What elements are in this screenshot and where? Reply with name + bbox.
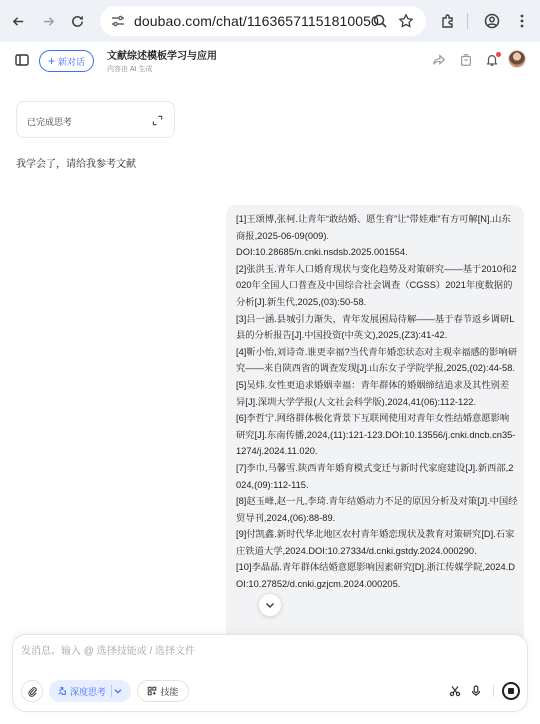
user-message: 我学会了，请给我参考文献: [16, 159, 136, 170]
skills-label: 技能: [160, 686, 179, 697]
zoom-icon[interactable]: [372, 13, 388, 29]
forward-icon[interactable]: [33, 6, 63, 36]
attach-button[interactable]: [21, 680, 43, 702]
share-icon[interactable]: [432, 53, 446, 67]
back-icon[interactable]: [3, 6, 33, 36]
menu-icon[interactable]: [507, 6, 537, 36]
reference-item: [1]王颂博,张柯.让青年“敢结婚、愿生育”让“带娃难”有方可解[N].山东商报,2025-06-09(009).: [236, 214, 511, 241]
message-input[interactable]: [21, 643, 501, 659]
reload-icon[interactable]: [62, 6, 92, 36]
new-chat-button[interactable]: [39, 50, 94, 72]
reference-item: [5]吴炜.女性更追求婚姻幸福：青年群体的婚姻缔结追求及其性别差异[J].深圳大学学报(人文社会科学版),2024,41(06):112-122.: [236, 379, 510, 407]
reference-item: [4]靳小怡,刘诗奇.谁更幸福?当代青年婚恋状态对主观幸福感的影响研究——来自陕西省的调查发现[J].山东女子学院学报,2025,(02):44-58.: [236, 346, 517, 374]
chat-title[interactable]: 文献综述模板学习与应用: [107, 51, 217, 62]
reference-item: [6]李哲宁.网络群体极化背景下互联网使用对青年女性结婚意愿影响研究[J].东南传播,2024,(11):121-123.DOI:10.13556/j.cnki.dncb.cn35-1274/j.2024.11.020.: [236, 413, 516, 457]
ai-generated-note: 内容由 AI 生成: [107, 66, 153, 73]
reference-item: [3]吕一涵.县城引力渐失，青年发展困局待解——基于春节返乡调研L县的分析报告[J].中国投资(中英文),2025,(Z3):41-42.: [236, 313, 515, 341]
chat-title-block: [107, 47, 217, 74]
notification-dot: [496, 52, 501, 57]
expand-icon[interactable]: [152, 115, 163, 126]
chevron-down-icon: [264, 599, 276, 611]
deep-think-label: 深度思考: [70, 686, 107, 697]
skills-grid-icon: [147, 686, 157, 696]
reference-item: [2]张洪玉.青年人口婚育现状与变化趋势及对策研究——基于2010和2020年全国人口普查及中国综合社会调查（CGSS）2021年度数据的分析[J].新生代,2025,(03):50-58.: [236, 263, 517, 307]
composer-divider: [493, 685, 494, 697]
reference-item: DOI:10.28685/n.cnki.nsdsb.2025.001554.: [236, 247, 408, 258]
skills-button[interactable]: [137, 680, 189, 702]
url-text[interactable]: doubao.com/chat/11636571151810050: [134, 13, 379, 29]
reference-item: [9]付凯鑫.新时代华北地区农村青年婚恋现状及教育对策研究[D].石家庄铁道大学,2024.DOI:10.27334/d.cnki.gstdy.2024.000290.: [236, 529, 515, 556]
assistant-reference-bubble: [226, 205, 524, 645]
deep-think-icon: [57, 686, 67, 696]
browser-toolbar: [0, 0, 540, 42]
toolbar-divider: [467, 13, 468, 29]
message-composer: [12, 634, 528, 712]
reference-item: [10]李晶晶.青年群体结婚意愿影响因素研究[D].浙江传媒学院,2024.DOI:10.27852/d.cnki.gzjcm.2024.000205.: [236, 562, 515, 590]
thinking-label: 已完成思考: [27, 117, 73, 127]
extensions-icon[interactable]: [433, 6, 463, 36]
stop-generation-button[interactable]: [502, 682, 520, 700]
profile-icon[interactable]: [477, 6, 507, 36]
deep-think-toggle[interactable]: [49, 680, 131, 702]
stop-icon: [508, 688, 514, 694]
reference-item: [8]赵玉峰,赵一凡,李琦.青年结婚动力不足的原因分析及对策[J].中国经贸导刊,2024,(06):88-89.: [236, 496, 518, 523]
thinking-summary[interactable]: [16, 101, 175, 138]
new-chat-label: 新对话: [58, 56, 86, 67]
star-icon[interactable]: [398, 13, 414, 29]
avatar[interactable]: [508, 50, 526, 68]
address-bar[interactable]: [100, 6, 426, 36]
chat-header: [0, 42, 540, 80]
sidebar-toggle-icon[interactable]: [14, 52, 30, 68]
scroll-to-bottom-button[interactable]: [258, 593, 282, 617]
archive-icon[interactable]: [459, 53, 473, 67]
reference-item: [7]李巾,马馨雪.陕西青年婚育模式变迁与新时代家庭建设[J].新西部,2024,(09):112-115.: [236, 462, 514, 490]
chevron-down-icon[interactable]: [113, 686, 123, 696]
reference-list: [236, 211, 518, 593]
paperclip-icon: [27, 686, 38, 697]
site-settings-icon[interactable]: [110, 13, 126, 29]
microphone-icon[interactable]: [470, 685, 482, 697]
deep-think-divider: [111, 685, 112, 697]
plus-icon: +: [48, 54, 56, 68]
scissors-icon[interactable]: [449, 685, 461, 697]
